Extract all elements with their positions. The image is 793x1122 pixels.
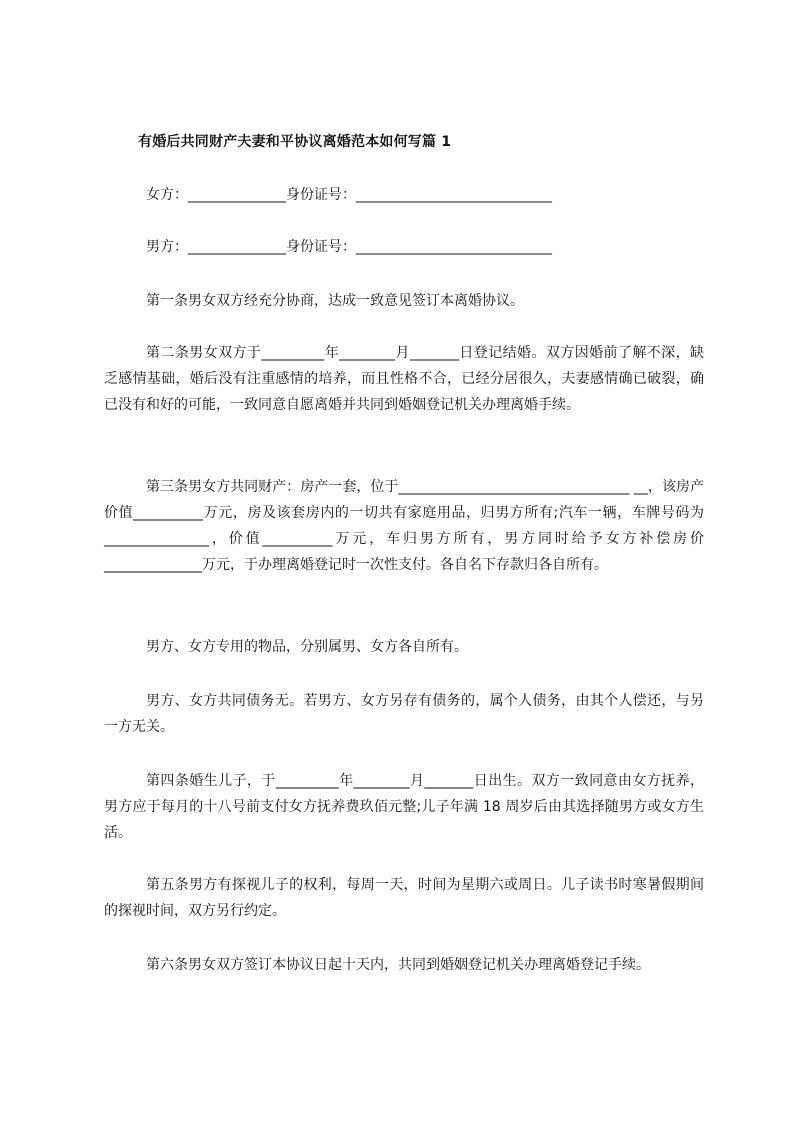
clause-5: 第五条男方有探视儿子的权利，每周一天，时间为星期六或周日。儿子读书时寒暑假期间的探视时间，双方另行约定。 (104, 877, 704, 919)
clause-4: 第四条婚生儿子，于_________年________月_______日出生。双方一致同意由女方抚养，男方应于每月的十八号前支付女方抚养费玖佰元整;儿子年满 18 周岁后由其选择随男方或女方生活。 (104, 773, 704, 841)
female-party-line: 女方：______________身份证号：____________________________ (146, 187, 552, 203)
clause-3: 第三条男女方共同财产：房产一套，位于_________________________________ __，该房产价值__________万元，房及该套房内的一切共有家庭用品，归男方所有;汽车一辆，车牌号码为_______________，价值__________万元，车归男方所有，男方同时给予女方补偿房价______________万元，于办理离婚登记时一次性支付。各自名下存款归各自所有。 (104, 479, 704, 573)
clause-6: 第六条男女双方签订本协议日起十天内，共同到婚姻登记机关办理离婚登记手续。 (146, 957, 650, 973)
clause-3-debts: 男方、女方共同债务无。若男方、女方另存有债务的，属个人债务，由其个人偿还，与另一方无关。 (104, 693, 704, 735)
male-party-line: 男方：______________身份证号：____________________________ (146, 239, 552, 255)
document-title: 有婚后共同财产夫妻和平协议离婚范本如何写篇 1 (138, 134, 452, 150)
clause-1: 第一条男女双方经充分协商，达成一致意见签订本离婚协议。 (146, 293, 524, 309)
clause-2: 第二条男女双方于_________年________月_______日登记结婚。双方因婚前了解不深，缺乏感情基础，婚后没有注重感情的培养，而且性格不合，已经分居很久，夫妻感情确已破裂，确已没有和好的可能，一致同意自愿离婚并共同到婚姻登记机关办理离婚手续。 (104, 345, 704, 413)
clause-3-personal-items: 男方、女方专用的物品，分别属男、女方各自所有。 (146, 639, 468, 655)
